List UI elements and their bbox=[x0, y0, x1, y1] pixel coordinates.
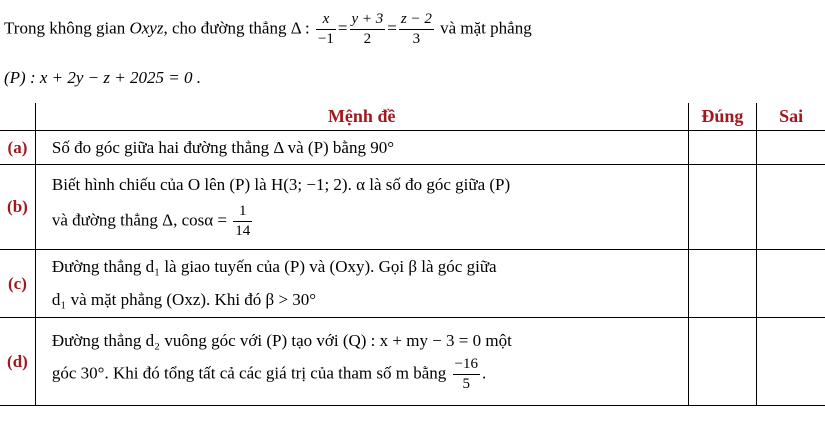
answer-false-c[interactable] bbox=[757, 250, 825, 318]
fraction-denominator: 2 bbox=[363, 31, 372, 47]
equals-sign: = bbox=[337, 18, 348, 38]
statement-b-line-1: Biết hình chiếu của O lên (P) là H(3; −1; 2). α là số đo góc giữa (P) bbox=[51, 175, 511, 195]
statements-table bbox=[0, 103, 825, 406]
statement-d-line-2 bbox=[52, 357, 688, 392]
fraction-x bbox=[316, 12, 336, 47]
fraction-denominator: −1 bbox=[317, 31, 334, 47]
fraction-denominator: 14 bbox=[235, 222, 251, 239]
fraction-numerator: y + 3 bbox=[350, 12, 386, 30]
fraction-sum bbox=[453, 357, 480, 392]
statement-c-line-1: Đường thẳng d₁ là giao tuyến của (P) và (Oxy). Gọi β là góc giữa bbox=[51, 257, 497, 277]
statement-b-text: và đường thẳng Δ, cosα = bbox=[51, 210, 227, 230]
row-label: (d) bbox=[0, 318, 35, 406]
answer-false-a[interactable] bbox=[757, 131, 825, 165]
fraction-cos bbox=[233, 204, 252, 239]
fraction-denominator: 5 bbox=[462, 376, 471, 393]
fraction-denominator: 3 bbox=[412, 31, 421, 47]
statement-d bbox=[35, 318, 688, 406]
fraction-y bbox=[350, 12, 386, 47]
statement-d-line-1: Đường thẳng d₂ vuông góc với (P) tạo với (Q) : x + my − 3 = 0 một bbox=[51, 330, 512, 350]
answer-true-d[interactable] bbox=[688, 318, 757, 406]
table-row bbox=[0, 250, 825, 318]
intro-line-1 bbox=[4, 12, 532, 47]
header-true: Đúng bbox=[688, 103, 757, 131]
statement-d-period: . bbox=[482, 363, 487, 383]
statement-b bbox=[35, 165, 688, 250]
fraction-numerator: x bbox=[316, 12, 336, 30]
header-false: Sai bbox=[757, 103, 825, 131]
fraction-numerator: 1 bbox=[233, 204, 252, 222]
space-name: Oxyz bbox=[129, 18, 164, 38]
table-row bbox=[0, 131, 825, 165]
intro-mid: , cho đường thẳng bbox=[163, 18, 291, 38]
header-label-cell bbox=[0, 103, 35, 131]
row-label: (a) bbox=[0, 131, 35, 165]
plane-equation: (P) : x + 2y − z + 2025 = 0 . bbox=[4, 68, 201, 87]
row-label: (c) bbox=[0, 250, 35, 318]
statement-c-line-2: d₁ và mặt phẳng (Oxz). Khi đó β > 30° bbox=[51, 289, 317, 309]
answer-true-a[interactable] bbox=[688, 131, 757, 165]
statement-b-line-2 bbox=[52, 204, 688, 239]
answer-true-b[interactable] bbox=[688, 165, 757, 250]
intro-suffix: và mặt phẳng bbox=[435, 18, 532, 38]
fraction-z bbox=[399, 12, 434, 47]
intro-prefix: Trong không gian bbox=[4, 18, 130, 38]
answer-true-c[interactable] bbox=[688, 250, 757, 318]
fraction-numerator: z − 2 bbox=[399, 12, 434, 30]
table-header-row bbox=[0, 103, 825, 131]
table-row bbox=[0, 318, 825, 406]
answer-false-b[interactable] bbox=[757, 165, 825, 250]
statement-c bbox=[35, 250, 688, 318]
table-row bbox=[0, 165, 825, 250]
delta-symbol: Δ : bbox=[290, 18, 310, 38]
equals-sign: = bbox=[387, 18, 397, 38]
statement-d-text: góc 30°. Khi đó tổng tất cả các giá trị của tham số m bằng bbox=[51, 363, 447, 383]
row-label: (b) bbox=[0, 165, 35, 250]
fraction-numerator: −16 bbox=[453, 357, 480, 375]
header-statement: Mệnh đề bbox=[35, 103, 688, 131]
statement-a: Số đo góc giữa hai đường thẳng Δ và (P) bằng 90° bbox=[35, 131, 688, 165]
answer-false-d[interactable] bbox=[757, 318, 825, 406]
